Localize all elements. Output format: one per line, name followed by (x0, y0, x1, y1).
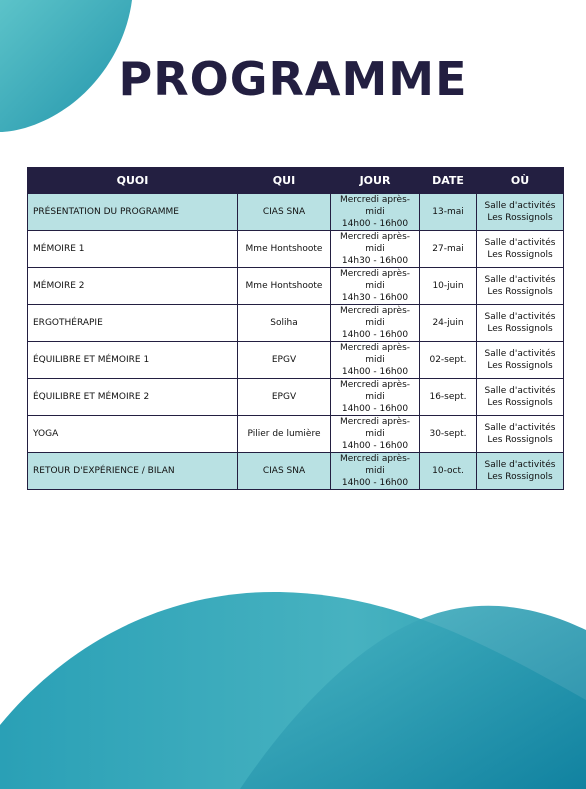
cell-qui: CIAS SNA (238, 453, 331, 490)
cell-quoi: ÉQUILIBRE ET MÉMOIRE 1 (28, 342, 238, 379)
cell-quoi: MÉMOIRE 2 (28, 268, 238, 305)
header-quoi: QUOI (28, 168, 238, 194)
cell-ou (477, 342, 564, 379)
program-table (27, 167, 564, 490)
table-header-row (28, 168, 564, 194)
cell-date: 10-juin (420, 268, 477, 305)
cell-ou-place: Les Rossignols (487, 435, 553, 445)
cell-date: 02-sept. (420, 342, 477, 379)
cell-date: 13-mai (420, 194, 477, 231)
cell-ou-room: Salle d'activités (484, 423, 556, 433)
cell-ou-place: Les Rossignols (487, 361, 553, 371)
table-row (28, 379, 564, 416)
cell-ou-room: Salle d'activités (484, 275, 556, 285)
cell-jour (331, 305, 420, 342)
table-row (28, 342, 564, 379)
cell-quoi: ERGOTHÉRAPIE (28, 305, 238, 342)
cell-jour (331, 231, 420, 268)
cell-qui: Mme Hontshoote (238, 231, 331, 268)
cell-qui: EPGV (238, 379, 331, 416)
cell-ou (477, 379, 564, 416)
cell-ou-room: Salle d'activités (484, 238, 556, 248)
cell-jour-time: 14h00 - 16h00 (341, 330, 409, 340)
cell-jour (331, 194, 420, 231)
cell-date: 10-oct. (420, 453, 477, 490)
cell-jour-day: Mercredi après-midi (339, 454, 411, 476)
cell-qui: CIAS SNA (238, 194, 331, 231)
cell-date: 27-mai (420, 231, 477, 268)
cell-quoi: YOGA (28, 416, 238, 453)
cell-ou (477, 416, 564, 453)
cell-jour-day: Mercredi après-midi (339, 417, 411, 439)
cell-ou (477, 194, 564, 231)
cell-jour-day: Mercredi après-midi (339, 269, 411, 291)
cell-ou (477, 268, 564, 305)
cell-ou-place: Les Rossignols (487, 324, 553, 334)
cell-jour (331, 379, 420, 416)
table-row (28, 416, 564, 453)
cell-qui: EPGV (238, 342, 331, 379)
cell-ou (477, 453, 564, 490)
cell-quoi: ÉQUILIBRE ET MÉMOIRE 2 (28, 379, 238, 416)
cell-quoi: RETOUR D'EXPÉRIENCE / BILAN (28, 453, 238, 490)
header-qui: QUI (238, 168, 331, 194)
cell-jour-time: 14h30 - 16h00 (341, 293, 409, 303)
cell-ou-room: Salle d'activités (484, 312, 556, 322)
cell-jour (331, 342, 420, 379)
cell-ou-place: Les Rossignols (487, 213, 553, 223)
cell-ou (477, 231, 564, 268)
cell-jour-day: Mercredi après-midi (339, 232, 411, 254)
cell-qui: Mme Hontshoote (238, 268, 331, 305)
cell-quoi: MÉMOIRE 1 (28, 231, 238, 268)
cell-date: 16-sept. (420, 379, 477, 416)
cell-qui: Soliha (238, 305, 331, 342)
cell-jour-time: 14h00 - 16h00 (341, 441, 409, 451)
cell-ou-room: Salle d'activités (484, 386, 556, 396)
cell-jour-day: Mercredi après-midi (339, 195, 411, 217)
cell-jour-day: Mercredi après-midi (339, 380, 411, 402)
table-row (28, 268, 564, 305)
cell-ou-room: Salle d'activités (484, 201, 556, 211)
header-jour: JOUR (331, 168, 420, 194)
cell-ou-place: Les Rossignols (487, 250, 553, 260)
table-row (28, 194, 564, 231)
cell-jour-time: 14h30 - 16h00 (341, 256, 409, 266)
header-ou: OÙ (477, 168, 564, 194)
cell-ou-place: Les Rossignols (487, 287, 553, 297)
table-row (28, 305, 564, 342)
table-row (28, 453, 564, 490)
cell-jour-time: 14h00 - 16h00 (341, 219, 409, 229)
cell-ou-place: Les Rossignols (487, 398, 553, 408)
cell-ou-room: Salle d'activités (484, 349, 556, 359)
cell-ou-place: Les Rossignols (487, 472, 553, 482)
cell-date: 24-juin (420, 305, 477, 342)
cell-jour (331, 453, 420, 490)
page-title: PROGRAMME (118, 52, 468, 106)
cell-quoi: PRÉSENTATION DU PROGRAMME (28, 194, 238, 231)
header-date: DATE (420, 168, 477, 194)
cell-jour-day: Mercredi après-midi (339, 306, 411, 328)
table-row (28, 231, 564, 268)
cell-ou (477, 305, 564, 342)
cell-qui: Pilier de lumière (238, 416, 331, 453)
cell-jour-time: 14h00 - 16h00 (341, 478, 409, 488)
cell-jour (331, 268, 420, 305)
cell-date: 30-sept. (420, 416, 477, 453)
cell-ou-room: Salle d'activités (484, 460, 556, 470)
cell-jour-time: 14h00 - 16h00 (341, 367, 409, 377)
cell-jour (331, 416, 420, 453)
cell-jour-day: Mercredi après-midi (339, 343, 411, 365)
cell-jour-time: 14h00 - 16h00 (341, 404, 409, 414)
